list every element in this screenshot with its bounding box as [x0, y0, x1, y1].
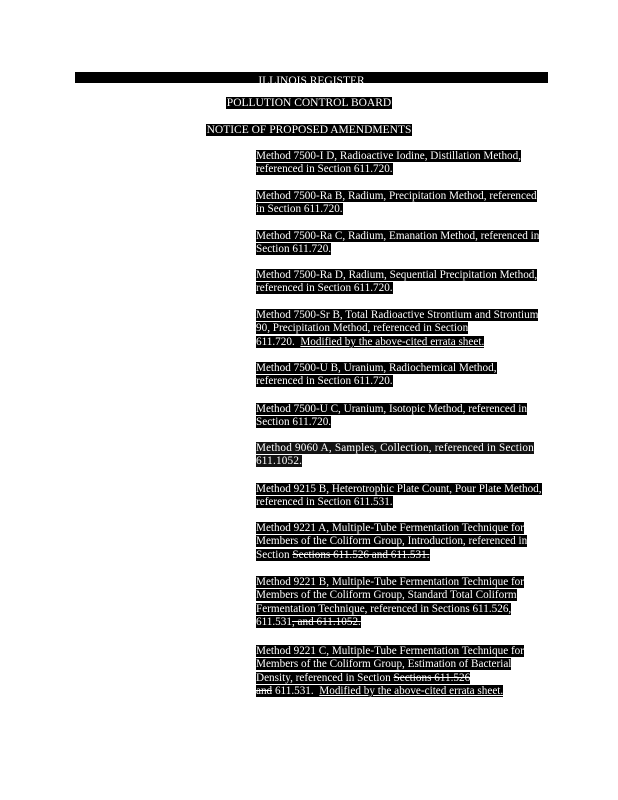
- method-entry-7500-i-d: Method 7500-I D, Radioactive Iodine, Distillation Method, referenced in Section 611.720.: [256, 150, 522, 176]
- method-entry-7500-sr-b: Method 7500-Sr B, Total Radioactive Strontium and Strontium 90, Precipitation Method, referenced in Section 611.720. Modified by the above-cited errata sheet.: [256, 309, 539, 348]
- method-entry-7500-u-b: Method 7500-U B, Uranium, Radiochemical Method, referenced in Section 611.720.: [256, 362, 497, 388]
- board-title: POLLUTION CONTROL BOARD: [226, 97, 392, 109]
- struck-text: Sections 611.526 and 611.531.: [292, 548, 430, 561]
- method-entry-9060-a: Method 9060 A, Samples, Collection, referenced in Section 611.1052.: [256, 442, 534, 468]
- method-entry-7500-u-c: Method 7500-U C, Uranium, Isotopic Method, referenced in Section 611.720.: [256, 403, 527, 429]
- method-entry-9221-c: Method 9221 C, Multiple-Tube Fermentation Technique for Members of the Coliform Group, Estimation of Bacterial Density, referenced in Section Sections 611.526 and 611.531. Modified by the above-cited errata sheet.: [256, 645, 524, 698]
- method-entry-9215-b: Method 9215 B, Heterotrophic Plate Count, Pour Plate Method, referenced in Section 611.531.: [256, 483, 542, 509]
- struck-comma: , and 611.1052.: [291, 616, 361, 629]
- method-entry-9221-b: Method 9221 B, Multiple-Tube Fermentation Technique for Members of the Coliform Group, Standard Total Coliform Fermentation Technique, referenced in Sections 611.526, 611.531, and 611.1052.: [256, 576, 524, 629]
- register-title: ILLINOIS REGISTER: [258, 75, 365, 87]
- method-entry-7500-ra-c: Method 7500-Ra C, Radium, Emanation Method, referenced in Section 611.720.: [256, 230, 540, 256]
- struck-text: Sections 611.526 and: [256, 671, 471, 698]
- method-entry-9221-a: Method 9221 A, Multiple-Tube Fermentation Technique for Members of the Coliform Group, Introduction, referenced in Section Sections 611.526 and 611.531.: [256, 522, 528, 561]
- errata-note: Modified by the above-cited errata sheet.: [300, 335, 485, 348]
- notice-title: NOTICE OF PROPOSED AMENDMENTS: [206, 124, 412, 136]
- register-header-bar: [75, 72, 548, 87]
- errata-note: Modified by the above-cited errata sheet.: [319, 685, 504, 698]
- method-entry-7500-ra-d: Method 7500-Ra D, Radium, Sequential Precipitation Method, referenced in Section 611.720.: [256, 269, 538, 295]
- method-entry-7500-ra-b: Method 7500-Ra B, Radium, Precipitation Method, referenced in Section 611.720.: [256, 190, 537, 216]
